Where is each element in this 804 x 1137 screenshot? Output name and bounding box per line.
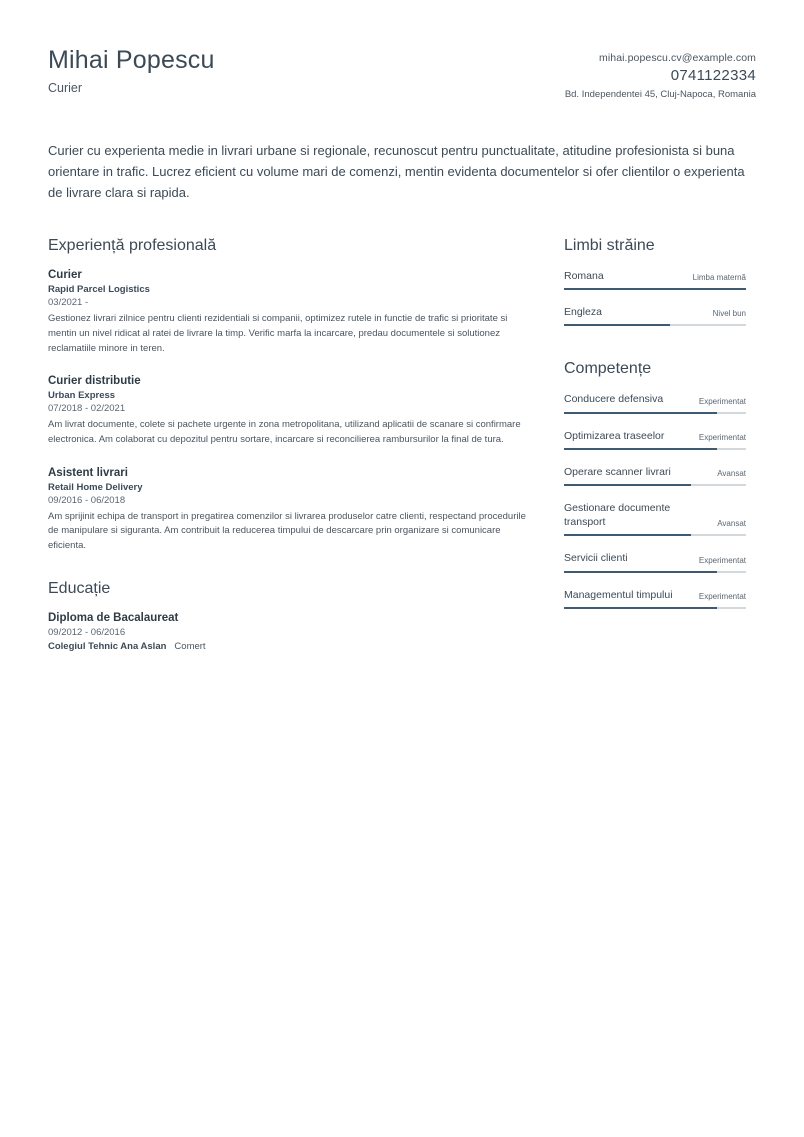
skill-level: Experimentat bbox=[698, 591, 746, 601]
contact-phone[interactable]: 0741122334 bbox=[670, 67, 756, 84]
resume-body bbox=[48, 237, 756, 671]
skill-label: Optimizarea traseelor bbox=[564, 429, 665, 442]
skill-bar-fill bbox=[564, 607, 717, 609]
profile-summary: Curier cu experienta medie in livrari urbane si regionale, recunoscut pentru punctualitate, atitudine profesionista si buna orientare in trafic. Lucrez eficient cu volume mari de comenzi, mentin evidenta documentelor si ofer clientilor o experienta de livrare clara si rapida. bbox=[48, 143, 745, 201]
education-school-row bbox=[48, 641, 530, 652]
skill-bar-track bbox=[564, 607, 746, 609]
language-bar-fill bbox=[564, 288, 746, 290]
education-section bbox=[48, 580, 530, 652]
experience-company: Urban Express bbox=[48, 390, 116, 402]
skill-bar-track bbox=[564, 412, 746, 414]
language-item bbox=[564, 305, 746, 326]
skill-label: Operare scanner livrari bbox=[564, 465, 671, 478]
identity-block bbox=[48, 46, 215, 95]
experience-entry bbox=[48, 375, 530, 447]
languages-section bbox=[564, 237, 746, 326]
experience-role: Curier bbox=[48, 269, 82, 282]
language-bar-track bbox=[564, 288, 746, 290]
skill-bar-fill bbox=[564, 448, 717, 450]
skill-bar-track bbox=[564, 571, 746, 573]
skills-title: Competențe bbox=[564, 360, 652, 378]
experience-description: Am sprijinit echipa de transport in pregatirea comenzilor si livrarea produselor catre clienti, respectand procedurile de manipulare si siguranta. Am contribuit la reducerea timpului de descarcare prin organizare si comunicare eficienta. bbox=[48, 510, 526, 552]
experience-company: Retail Home Delivery bbox=[48, 481, 143, 493]
skill-label: Servicii clienti bbox=[564, 552, 628, 565]
skill-level: Experimentat bbox=[698, 396, 746, 406]
experience-dates: 09/2016 - 06/2018 bbox=[48, 494, 126, 506]
language-level: Limba maternă bbox=[692, 273, 746, 283]
skill-bar-fill bbox=[564, 412, 717, 414]
skill-item bbox=[564, 501, 746, 536]
skill-label: Managementul timpului bbox=[564, 588, 673, 601]
language-bar-track bbox=[564, 324, 746, 326]
language-item bbox=[564, 269, 746, 290]
education-title: Educație bbox=[48, 579, 111, 597]
skill-bar-fill bbox=[564, 484, 691, 486]
languages-title: Limbi străine bbox=[564, 237, 655, 255]
skill-level: Experimentat bbox=[698, 432, 746, 442]
skill-bar-track bbox=[564, 484, 746, 486]
skill-bar-track bbox=[564, 448, 746, 450]
candidate-name: Mihai Popescu bbox=[48, 46, 215, 74]
experience-description: Am livrat documente, colete si pachete urgente in zona metropolitana, utilizand aplicatii de scanare si confirmare electronica. Am colaborat cu depozitul pentru sortare, incarcare si reconcilierea rambursurilor la final de tura. bbox=[48, 419, 521, 446]
experience-role: Asistent livrari bbox=[48, 466, 128, 479]
experience-company: Rapid Parcel Logistics bbox=[48, 284, 150, 296]
experience-entry bbox=[48, 269, 530, 356]
experience-title: Experiență profesională bbox=[48, 237, 217, 255]
contact-address: Bd. Independentei 45, Cluj-Napoca, Romania bbox=[564, 89, 756, 100]
language-label: Engleza bbox=[564, 306, 602, 319]
skill-label: Gestionare documente transport bbox=[564, 502, 671, 529]
contact-block bbox=[565, 46, 756, 100]
experience-description: Gestionez livrari zilnice pentru clienti rezidentiali si companii, optimizez rutele in functie de trafic si prioritate si mentin un nivel ridicat al ratei de livrare la timp. Verific marfa la incarcare, predau documentele si solutionez reclamatiile minore in teren. bbox=[48, 313, 508, 354]
education-field: Comert bbox=[174, 640, 206, 652]
skill-bar-fill bbox=[564, 571, 717, 573]
skill-level: Avansat bbox=[717, 519, 746, 529]
education-entry bbox=[48, 612, 530, 652]
skill-item bbox=[564, 392, 746, 413]
skill-level: Avansat bbox=[717, 469, 746, 478]
resume-header bbox=[48, 46, 756, 100]
skill-bar-fill bbox=[564, 534, 691, 536]
education-school: Colegiul Tehnic Ana Aslan bbox=[48, 640, 167, 652]
skill-bar-track bbox=[564, 534, 746, 536]
language-label: Romana bbox=[564, 270, 604, 283]
skill-item bbox=[564, 429, 746, 450]
main-column bbox=[48, 237, 530, 671]
skill-item bbox=[564, 588, 746, 609]
experience-role: Curier distributie bbox=[48, 375, 141, 388]
skill-level: Experimentat bbox=[698, 555, 746, 565]
skill-item bbox=[564, 465, 746, 486]
education-dates: 09/2012 - 06/2016 bbox=[48, 626, 126, 638]
side-column bbox=[564, 237, 746, 671]
experience-entry bbox=[48, 467, 530, 554]
experience-dates: 03/2021 - bbox=[48, 297, 89, 309]
language-bar-fill bbox=[564, 324, 670, 326]
candidate-job-title: Curier bbox=[48, 80, 83, 95]
contact-email[interactable]: mihai.popescu.cv@example.com bbox=[598, 52, 756, 64]
skills-section bbox=[564, 360, 746, 608]
experience-dates: 07/2018 - 02/2021 bbox=[48, 403, 126, 415]
experience-section bbox=[48, 237, 530, 554]
skill-item bbox=[564, 551, 746, 572]
education-degree: Diploma de Bacalaureat bbox=[48, 611, 179, 624]
language-level: Nivel bun bbox=[712, 309, 746, 319]
skill-label: Conducere defensiva bbox=[564, 393, 664, 406]
